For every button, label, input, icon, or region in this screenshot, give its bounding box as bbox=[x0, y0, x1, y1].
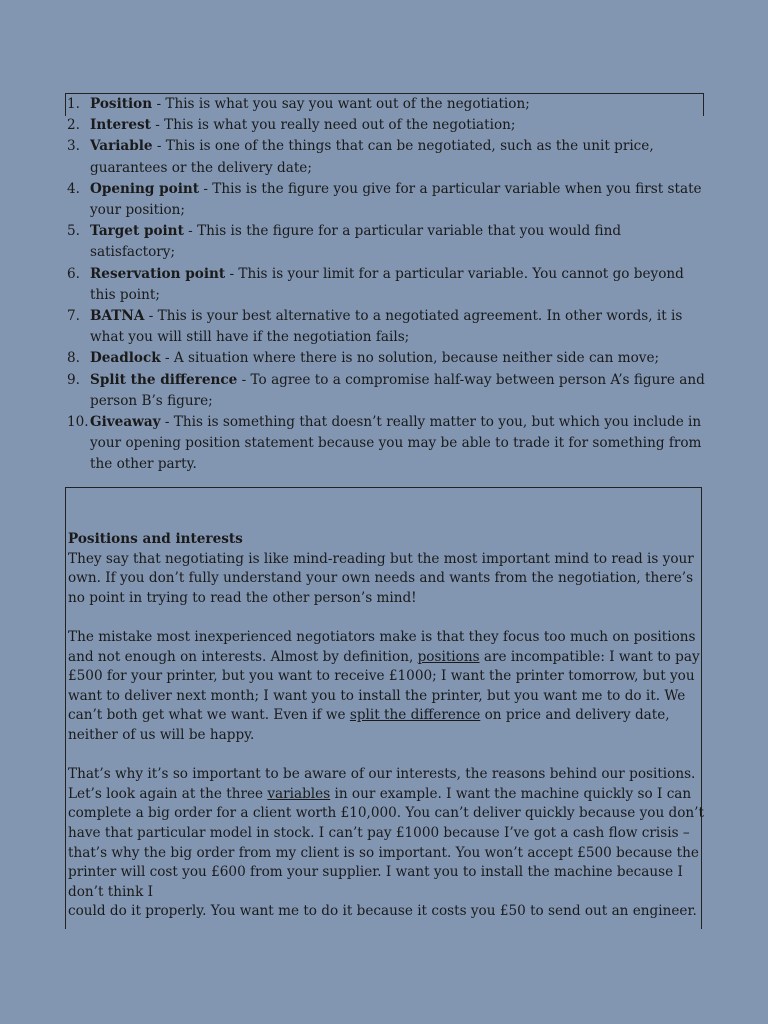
paragraph-text: They say that negotiating is like mind-reading but the most important mind to read is your own. If you don’t fully understand your own needs and wants from the negotiation, there’s no point in trying to read the other person’s mind! bbox=[68, 550, 694, 606]
item-number: 5. bbox=[67, 223, 80, 240]
paragraph-text: are incompatible: I want to pay £500 for your printer, but you want to receive £1000; I want the printer tomorrow, but you want to deliver next month; I want you to install the printer, but you want me to do it. We can’t both get what we want. Even if we bbox=[68, 648, 700, 724]
glossary-item bbox=[67, 115, 707, 136]
glossary-definition: - This is what you really need out of the negotiation; bbox=[150, 117, 516, 134]
item-number: 1. bbox=[67, 96, 80, 112]
glossary-item bbox=[67, 136, 707, 178]
glossary-definition: - This is what you say you want out of the negotiation; bbox=[152, 96, 530, 112]
item-number: 3. bbox=[67, 138, 80, 155]
paragraph-positions bbox=[68, 628, 704, 746]
glossary-item bbox=[67, 412, 707, 476]
glossary-term: Opening point bbox=[90, 180, 200, 197]
glossary-term: Giveaway bbox=[90, 414, 161, 431]
item-number: 7. bbox=[67, 308, 80, 325]
glossary-item bbox=[67, 179, 707, 221]
glossary-term: Split the difference bbox=[90, 371, 238, 388]
paragraph-interests bbox=[68, 765, 704, 922]
glossary-item bbox=[67, 370, 707, 412]
glossary-item bbox=[67, 94, 707, 115]
item-number: 6. bbox=[67, 265, 80, 282]
glossary-definition: - A situation where there is no solution, because neither side can move; bbox=[160, 350, 660, 367]
item-number: 4. bbox=[67, 180, 80, 197]
section-heading: Positions and interests bbox=[68, 531, 243, 547]
item-number: 8. bbox=[67, 350, 80, 367]
variables-link[interactable]: variables bbox=[267, 785, 331, 802]
glossary-item bbox=[67, 306, 707, 348]
glossary-definition: - This is one of the things that can be negotiated, such as the unit price, guarantees or the delivery date; bbox=[90, 138, 654, 176]
glossary-item bbox=[67, 221, 707, 263]
glossary-definition: - This is something that doesn’t really matter to you, but which you include in your opening position statement because you may be able to trade it for something from the other party. bbox=[90, 414, 702, 473]
glossary-list bbox=[67, 94, 707, 476]
paragraph-text: That’s why it’s so important to be aware of our interests, the reasons behind our positions. Let’s look again at the three bbox=[68, 766, 696, 802]
paragraph-text: on price and delivery date, neither of us will be happy. bbox=[68, 707, 670, 743]
item-number: 9. bbox=[67, 371, 80, 388]
article-section bbox=[68, 530, 704, 922]
glossary-definition: - This is the figure you give for a particular variable when you first state your position; bbox=[90, 180, 702, 219]
split-the-difference-link[interactable]: split the difference bbox=[349, 707, 481, 724]
glossary-term: Reservation point bbox=[90, 265, 226, 282]
paragraph-text: The mistake most inexperienced negotiators make is that they focus too much on positions and not enough on interests. Almost by definition, bbox=[68, 628, 696, 665]
item-number: 2. bbox=[67, 117, 80, 134]
glossary-term: Target point bbox=[90, 223, 184, 240]
glossary-term: BATNA bbox=[90, 308, 145, 325]
positions-link[interactable]: positions bbox=[417, 648, 480, 665]
glossary-term: Position bbox=[90, 96, 153, 112]
glossary-definition: - To agree to a compromise half-way between person A’s figure and person B’s figure; bbox=[90, 371, 705, 409]
glossary-term: Variable bbox=[90, 138, 153, 155]
glossary-item bbox=[67, 348, 707, 369]
paragraph-text: in our example. I want the machine quickly so I can complete a big order for a client worth £10,000. You can’t deliver quickly because you don’t have that particular model in stock. I can’t pay £1000 because I’ve got a cash flow crisis – that’s why the big order from my client is so important. You won’t accept £500 because the printer will cost you £600 from your supplier. I want you to install the machine because I don’t think I bbox=[68, 785, 704, 900]
glossary-definition: - This is your limit for a particular variable. You cannot go beyond this point; bbox=[90, 265, 684, 303]
glossary-item bbox=[67, 264, 707, 306]
glossary-term: Deadlock bbox=[90, 350, 161, 367]
paragraph-text: could do it properly. You want me to do it because it costs you £50 to send out an engineer. bbox=[68, 903, 697, 920]
glossary-definition: - This is your best alternative to a negotiated agreement. In other words, it is what you will still have if the negotiation fails; bbox=[90, 308, 683, 346]
item-number: 10. bbox=[67, 414, 89, 431]
paragraph-intro bbox=[68, 550, 704, 609]
glossary-definition: - This is the figure for a particular variable that you would find satisfactory; bbox=[90, 223, 622, 261]
glossary-term: Interest bbox=[90, 117, 151, 134]
